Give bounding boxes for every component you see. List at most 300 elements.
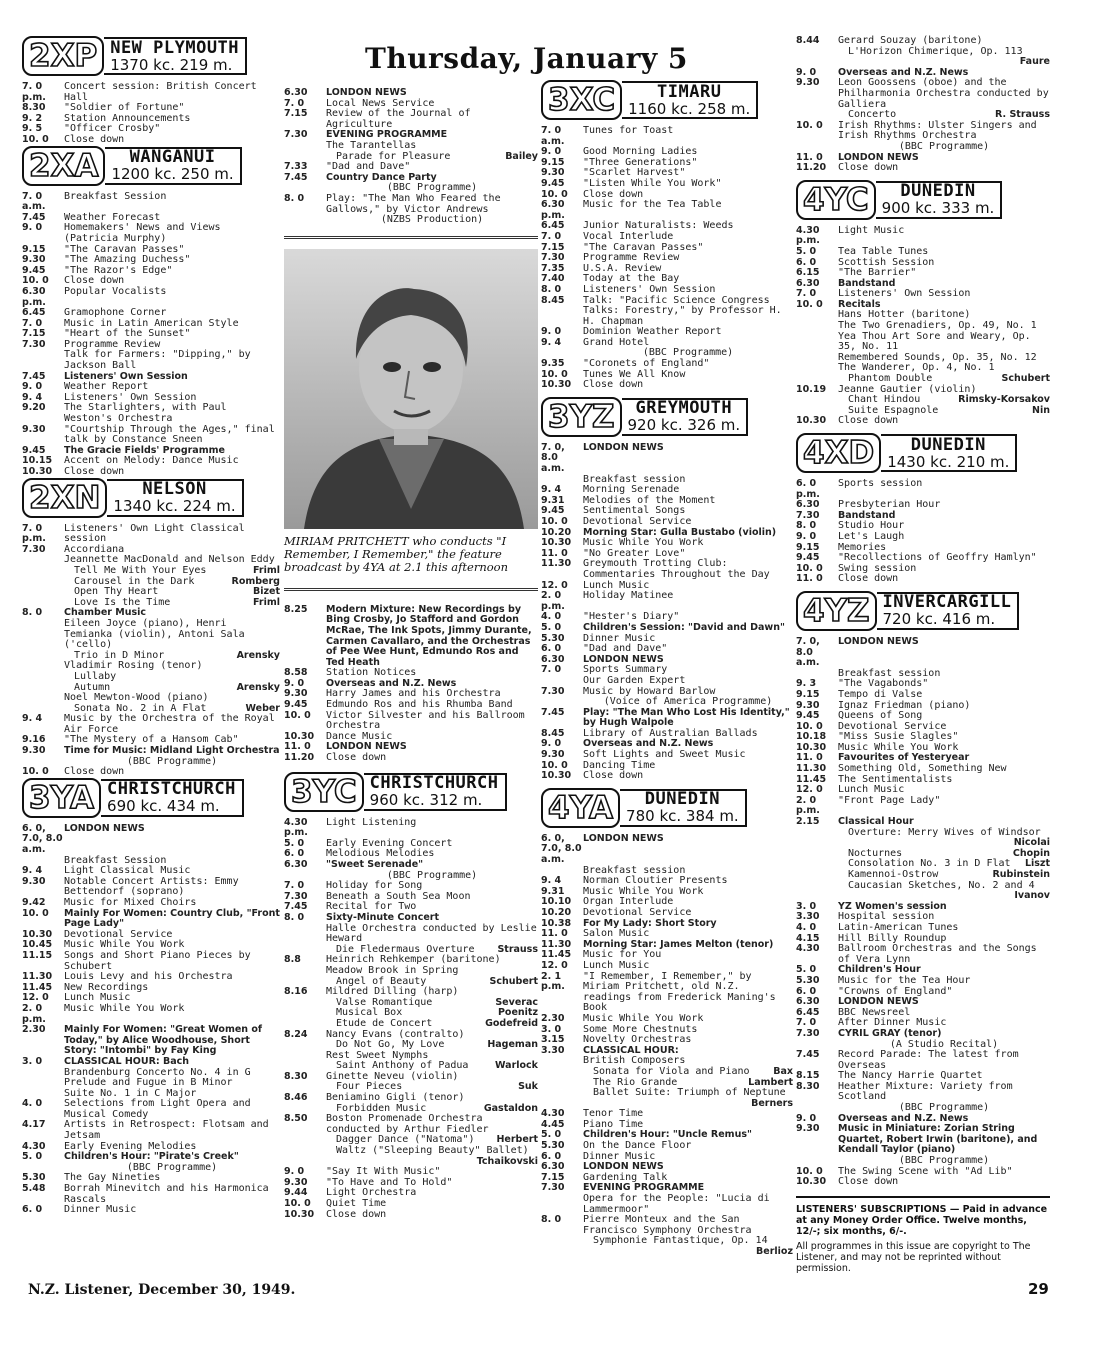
programme-item — [796, 289, 1050, 300]
programme-item — [541, 443, 793, 475]
programme-time: 11.45 — [796, 773, 827, 785]
programme-title: Morning Star: Gulla Bustabo (violin) — [583, 526, 777, 538]
programme-time: 7.30 — [22, 338, 46, 350]
programme-title: LONDON NEWS — [583, 1161, 664, 1173]
programme-title: The Tarantellas — [326, 139, 417, 151]
programme-time: 7.15 — [284, 108, 308, 120]
programme-title: The Gay Nineties — [64, 1172, 161, 1184]
programme-title: Overseas and N.Z. News — [838, 66, 969, 78]
programme-time: 9.30 — [22, 254, 46, 266]
programme-time: 9.30 — [284, 1176, 308, 1188]
piece-composer: Gastaldon — [483, 1102, 538, 1114]
programme-title: Modern Mixture: New Recordings by Bing Crosby, Jo Stafford and Gordon McRae, The Ink Spots, Jimmy Durante, Carmen Cavallaro, and the Orchestras of Pee Wee Hunt, Edmundo Ros and Ted Heath — [326, 603, 532, 668]
programme-time: 5.30 — [541, 632, 565, 644]
programme-time: 9. 4 — [22, 713, 43, 725]
programme-time: 9.15 — [22, 243, 46, 255]
programme-time: 8.8 — [284, 954, 301, 966]
programme-title: Borrah Minevitch and his Harmonica Rascals — [64, 1183, 269, 1205]
programme-item — [541, 380, 793, 391]
station-info-box — [364, 773, 507, 811]
programme-list — [22, 524, 280, 778]
programme-item — [22, 1184, 280, 1205]
programme-time: 7.35 — [541, 262, 565, 274]
programme-time: 10.30 — [796, 741, 827, 753]
programme-time: 5. 0 — [796, 964, 817, 976]
programme-item — [541, 126, 793, 147]
station-frequency: 780 kc. 384 m. — [626, 807, 739, 826]
programme-title: Jeanne Gautier (violin) — [838, 383, 977, 395]
programme-time: 7.30 — [541, 1182, 565, 1194]
programme-time: 11. 0 — [284, 741, 311, 753]
programme-title: Play: "The Man Who Feared the Gallows," by Victor Andrews — [326, 192, 501, 215]
programme-time: 9.45 — [541, 177, 565, 189]
piece-composer: Faure — [1019, 56, 1050, 68]
station-call-sign: 4YA — [541, 788, 620, 828]
programme-item — [796, 1167, 1050, 1178]
programme-time: 7.30 — [284, 890, 308, 902]
programme-item — [541, 708, 793, 729]
station-city: DUNEDIN — [644, 789, 720, 810]
piece-title: Caucasian Sketches, No. 2 and 4 — [848, 879, 1035, 891]
programme-time — [796, 310, 838, 321]
programme-title: Station Announcements — [64, 112, 191, 124]
programme-title: Music by the Orchestra of the Royal Air Force — [64, 713, 275, 735]
programme-title: Opera for the People: "Lucia di Lammermoor" — [583, 1193, 770, 1215]
programme-title: Close down — [583, 188, 644, 200]
programme-time: 3.30 — [796, 911, 820, 923]
programme-time: 9.15 — [796, 688, 820, 700]
programme-time — [22, 693, 64, 704]
piece-title: Tell Me With Your Eyes — [74, 564, 207, 576]
programme-time: 9. 0 — [796, 66, 817, 78]
programme-title: Greymouth Trotting Club: Commentaries Throughout the Day — [583, 558, 770, 580]
programme-time: 9.31 — [541, 885, 565, 897]
programme-time: 2.30 — [22, 1024, 46, 1036]
programme-item — [22, 266, 280, 277]
programme-item — [541, 908, 793, 919]
piece-composer: Weber — [245, 702, 280, 714]
programme-title: Play: "The Man Who Lost His Identity," by Hugh Walpole — [583, 706, 790, 729]
programme-title: Children's Hour — [838, 964, 921, 976]
programme-title: Early Evening Melodies — [64, 1140, 197, 1152]
programme-time: 5.30 — [796, 974, 820, 986]
programme-time — [541, 1194, 583, 1215]
programme-time: 8.58 — [284, 667, 308, 679]
programme-time: 10.20 — [541, 907, 572, 918]
programme-time: 7.15 — [22, 328, 46, 340]
programme-time: 6.30 — [796, 499, 820, 511]
piece-title: Lullaby — [74, 670, 117, 682]
programme-time: 9. 4 — [541, 484, 562, 496]
programme-title: Breakfast session — [583, 473, 686, 485]
programme-title: Yea Thou Art Sore and Weary, Op. 35, No. 11 — [838, 330, 1031, 353]
programme-title: Salon Music — [583, 928, 650, 940]
programme-time: 9.30 — [541, 749, 565, 761]
station-4yc — [796, 180, 1050, 427]
programme-item — [284, 88, 538, 99]
programme-item — [541, 1194, 793, 1215]
piece-title: Four Pieces — [336, 1081, 403, 1093]
programme-title: Songs and Short Piano Pieces by Schubert — [64, 949, 251, 972]
station-call-sign: 4XD — [796, 433, 881, 473]
programme-list — [541, 834, 793, 1258]
programme-item — [541, 1088, 793, 1109]
piece-title: Consolation No. 3 in D Flat — [848, 858, 1011, 870]
piece-title: Autumn — [74, 681, 111, 693]
programme-item — [541, 972, 793, 1014]
programme-time: 10. 0 — [541, 188, 568, 200]
programme-item — [22, 1120, 280, 1141]
programme-item — [22, 403, 280, 424]
programme-title: Memories — [838, 541, 887, 553]
piece-composer: Bailey — [505, 150, 538, 162]
programme-title: Lunch Music — [64, 992, 131, 1004]
station-frequency: 1340 kc. 224 m. — [113, 497, 236, 516]
programme-item — [541, 834, 793, 866]
station-city: GREYMOUTH — [635, 398, 733, 419]
programme-title: Scottish Session — [838, 256, 935, 268]
programme-item — [22, 287, 280, 308]
programme-item — [22, 714, 280, 735]
programme-title: Boston Promenade Orchestra conducted by Arthur Fiedler — [326, 1113, 489, 1135]
programme-title: Halle Orchestra conducted by Leslie Heward — [326, 922, 537, 945]
programme-title: (A Studio Recital) — [889, 1038, 999, 1050]
programme-item — [796, 268, 1050, 279]
programme-title: Junior Naturalists: Weeds — [583, 220, 734, 232]
programme-time: 7. 0 p.m. — [22, 522, 46, 545]
programme-time — [284, 924, 326, 945]
programme-title: (Voice of America Programme) — [603, 696, 773, 708]
programme-title: Devotional Service — [838, 720, 947, 732]
programme-title: Presbyterian Hour — [838, 499, 941, 511]
programme-title: Close down — [838, 1176, 899, 1188]
piece-composer: Ivanov — [1014, 890, 1050, 902]
programme-time — [796, 353, 838, 364]
programme-title: Close down — [64, 766, 125, 778]
programme-item — [22, 1004, 280, 1025]
programme-time: 8.24 — [284, 1028, 308, 1040]
programme-time: 4.30 p.m. — [796, 224, 820, 247]
station-info-box — [101, 779, 244, 817]
programme-time: 11.15 — [22, 949, 53, 961]
programme-title: Today at the Bay — [583, 273, 680, 285]
programme-title: Bandstand — [838, 509, 896, 521]
programme-time — [541, 676, 583, 687]
programme-title: Good Morning Ladies — [583, 146, 698, 158]
station-frequency: 920 kc. 326 m. — [627, 416, 741, 435]
piece-title: Parade for Pleasure — [336, 150, 451, 162]
programme-time: 7. 0 — [541, 664, 562, 676]
programme-title: Melodies of the Moment — [583, 494, 716, 506]
programme-title: Let's Laugh — [838, 530, 905, 542]
programme-title: Close down — [326, 752, 387, 764]
station-call-sign: 4YZ — [796, 591, 877, 631]
programme-item — [22, 425, 280, 446]
station-call-sign: 2XP — [22, 36, 104, 76]
programme-time: 2. 1 p.m. — [541, 970, 565, 993]
column-4 — [796, 36, 1050, 1274]
programme-title: Close down — [64, 275, 125, 287]
programme-time: 9.31 — [541, 494, 565, 506]
programme-title: The Sentimentalists — [838, 773, 953, 785]
programme-title: Tea Table Tunes — [838, 245, 929, 257]
programme-title: Music for the Tea Hour — [838, 974, 971, 986]
programme-title: Beneath a South Sea Moon — [326, 890, 471, 902]
programme-time: 4. 0 — [22, 1098, 43, 1110]
programme-time: 8. 0 — [22, 607, 43, 619]
column-3 — [541, 80, 793, 1258]
programme-time: 7.45 — [796, 1049, 820, 1061]
programme-title: Chamber Music — [64, 607, 147, 619]
programme-time: 12. 0 — [541, 959, 568, 971]
piece-composer: Severac — [495, 996, 538, 1008]
programme-time: 9. 5 — [22, 123, 43, 135]
programme-item — [22, 877, 280, 898]
programme-time — [22, 587, 64, 598]
programme-title: Hans Hotter (baritone) — [838, 309, 971, 321]
programme-time: 8.15 — [796, 1070, 820, 1082]
piece-title: Dagger Dance ("Natoma") — [336, 1134, 475, 1146]
programme-title: Close down — [838, 162, 899, 174]
station-continuation — [284, 605, 538, 764]
piece-composer: Rubinstein — [992, 869, 1050, 880]
programme-time: 6. 0 p.m. — [796, 478, 820, 500]
programme-title: Ignaz Friedman (piano) — [838, 699, 971, 711]
programme-time: 6.45 — [796, 1006, 820, 1018]
programme-title: Norman Cloutier Presents — [583, 875, 728, 887]
programme-title: "Listen While You Work" — [583, 177, 722, 189]
programme-time: 11.20 — [796, 162, 827, 174]
programme-title: LONDON NEWS — [583, 441, 664, 453]
station-banner — [796, 433, 1050, 473]
programme-title: Concert session: British Concert Hall — [64, 81, 257, 103]
programme-time: 9. 0 — [541, 146, 562, 158]
piece-composer: Friml — [253, 596, 280, 608]
piece-composer: Liszt — [1024, 858, 1050, 870]
programme-time: 7. 0 a.m. — [541, 125, 565, 147]
programme-time: 9.45 — [541, 505, 565, 517]
programme-time: 6.30 — [541, 653, 565, 665]
programme-title: Light Orchestra — [326, 1187, 417, 1199]
programme-item — [284, 742, 538, 753]
programme-time — [541, 1067, 583, 1078]
programme-item — [796, 574, 1050, 585]
programme-title: Breakfast session — [838, 667, 941, 679]
programme-time: 9.15 — [796, 541, 820, 553]
programme-item — [22, 192, 280, 213]
programme-item — [22, 456, 280, 467]
programme-time — [284, 141, 326, 152]
programme-time: 5. 0 — [541, 1129, 562, 1141]
programme-item — [284, 1019, 538, 1030]
programme-time — [541, 1078, 583, 1089]
programme-time: 7. 0 — [22, 317, 43, 329]
programme-item — [796, 564, 1050, 575]
programme-title: Artists in Retrospect: Flotsam and Jetsam — [64, 1119, 269, 1142]
programme-time: 7.33 — [284, 161, 308, 173]
photo-caption: MIRIAM PRITCHETT who conducts "I Remember, I Remember," the feature broadcast by 4YA at 2.1 this afternoon — [284, 533, 509, 574]
programme-title: Lunch Music — [583, 959, 650, 971]
programme-time: 9.30 — [796, 699, 820, 711]
programme-time — [22, 566, 64, 577]
programme-item — [22, 467, 280, 478]
programme-title: "The Barrier" — [838, 267, 917, 279]
programme-time: 8. 0 — [541, 1214, 562, 1226]
programme-item — [541, 676, 793, 687]
station-2xa — [22, 146, 280, 478]
programme-title: Melodious Melodies — [326, 848, 435, 860]
station-banner — [284, 772, 538, 812]
programme-time: 7.15 — [541, 1171, 565, 1183]
piece-title: Sonata for Viola and Piano — [593, 1065, 750, 1077]
station-banner — [541, 397, 793, 437]
column-2 — [284, 88, 538, 1220]
programme-time: 5. 0 — [541, 621, 562, 633]
station-banner — [541, 788, 793, 828]
programme-time: 7. 0 — [284, 880, 305, 892]
programme-item — [22, 909, 280, 930]
programme-time: 9.15 — [541, 156, 565, 168]
piece-composer: Bizet — [252, 586, 280, 598]
programme-time: 8.30 — [796, 1080, 820, 1092]
piece-composer: Bax — [773, 1065, 793, 1077]
programme-title: Selections from Light Opera and Musical Comedy — [64, 1098, 251, 1120]
programme-time: 6. 0 — [796, 256, 817, 268]
programme-time: 10.18 — [796, 731, 827, 743]
programme-list — [796, 479, 1050, 585]
programme-item — [22, 1025, 280, 1057]
programme-time — [796, 47, 838, 68]
programme-time: 10.10 — [541, 896, 572, 908]
programme-item — [796, 332, 1050, 353]
programme-time: 7.30 — [796, 509, 820, 521]
programme-title: Tunes for Toast — [583, 125, 674, 136]
programme-time: 8.16 — [284, 986, 308, 998]
programme-title: "The Caravan Passes" — [583, 241, 704, 253]
station-3xc — [541, 80, 793, 391]
station-city: CHRISTCHURCH — [107, 779, 236, 800]
station-4xd — [796, 433, 1050, 585]
programme-item — [541, 327, 793, 338]
piece-composer: Nicolai — [1013, 837, 1050, 849]
programme-title: U.S.A. Review — [583, 262, 662, 274]
programme-item — [541, 1162, 793, 1173]
programme-item — [541, 296, 793, 328]
programme-time — [796, 870, 838, 881]
piece-composer: Schubert — [1001, 373, 1050, 385]
programme-time: 11.30 — [541, 558, 572, 570]
programme-title: Music While You Work — [583, 885, 704, 897]
programme-time: 4.30 p.m. — [284, 816, 308, 839]
programme-time: 9. 0 — [22, 222, 43, 234]
programme-item — [541, 285, 793, 296]
station-frequency: 690 kc. 434 m. — [107, 797, 220, 816]
programme-piece — [326, 1146, 538, 1167]
programme-time: 2.30 — [541, 1012, 565, 1024]
programme-time: 8.25 — [284, 603, 308, 615]
programme-time: 7.40 — [541, 273, 565, 285]
programme-title: Sentimental Songs — [583, 505, 686, 517]
programme-item — [796, 1029, 1050, 1040]
programme-item — [541, 591, 793, 612]
programme-time: 6. 0, 7.0, 8.0 a.m. — [22, 822, 63, 856]
programme-list — [22, 192, 280, 478]
station-call-sign: 2XA — [22, 146, 105, 186]
programme-item — [541, 370, 793, 381]
station-banner — [541, 80, 793, 120]
programme-title: The Wanderer, Op. 4, No. 1 — [838, 362, 995, 374]
programme-time: 6.45 — [541, 220, 565, 232]
programme-title: "Dad and Dave" — [326, 161, 411, 173]
programme-item — [541, 634, 793, 645]
programme-item — [284, 711, 538, 732]
programme-time: 6.30 — [796, 277, 820, 289]
programme-item — [541, 644, 793, 655]
programme-title: Tenor Time — [583, 1108, 644, 1120]
programme-title: Accordiana — [64, 543, 125, 555]
station-call-sign: 2XN — [22, 478, 107, 518]
programme-time — [284, 1135, 326, 1146]
piece-title: Saint Anthony of Padua — [336, 1060, 469, 1072]
programme-title: Ginette Neveu (violin) — [326, 1070, 459, 1082]
programme-item — [796, 923, 1050, 934]
programme-title: Light Classical Music — [64, 865, 191, 877]
station-info-box — [881, 434, 1017, 472]
programme-title: "Three Generations" — [583, 156, 698, 168]
programme-list — [541, 443, 793, 782]
piece-composer: Poenitz — [497, 1007, 538, 1019]
programme-item — [796, 47, 1050, 68]
piece-title: Valse Romantique — [336, 996, 433, 1008]
programme-title: Heinrich Rehkemper (baritone) — [326, 954, 501, 966]
programme-title: The Two Grenadiers, Op. 49, No. 1 — [838, 320, 1037, 332]
programme-title: "Recollections of Geoffry Hamlyn" — [838, 552, 1037, 564]
programme-title: Station Notices — [326, 667, 417, 679]
programme-time: 9.45 — [796, 552, 820, 564]
programme-item — [796, 406, 1050, 417]
piece-composer: Rimsky-Korsakov — [958, 394, 1050, 406]
programme-title: Children's Hour: "Pirate's Creek" — [64, 1151, 239, 1163]
piece-composer: Nin — [1032, 404, 1050, 416]
programme-item — [796, 679, 1050, 690]
programme-title: LONDON NEWS — [64, 822, 145, 834]
programme-time: 7.15 — [541, 241, 565, 253]
divider — [284, 236, 538, 239]
programme-item — [284, 753, 538, 764]
programme-item — [22, 824, 280, 856]
piece-composer: Arensky — [236, 681, 280, 693]
programme-time: 9.30 — [796, 77, 820, 89]
programme-time: 10.30 — [796, 1176, 827, 1188]
programme-title: Time for Music: Midland Light Orchestra — [64, 745, 280, 757]
programme-item — [284, 215, 538, 226]
programme-title: (BBC Programme) — [898, 1102, 990, 1114]
programme-piece — [838, 828, 1050, 849]
programme-piece — [583, 1088, 793, 1109]
programme-time: 5. 0 — [796, 245, 817, 257]
programme-item — [284, 818, 538, 839]
programme-time: 9. 4 — [541, 336, 562, 348]
station-frequency: 900 kc. 333 m. — [881, 199, 995, 218]
station-city: CHRISTCHURCH — [369, 773, 499, 794]
programme-time: 10. 0 — [796, 720, 823, 732]
programme-time: 4.30 — [796, 943, 820, 955]
programme-time: 7. 0, 8.0 a.m. — [541, 441, 565, 475]
station-frequency: 960 kc. 312 m. — [369, 791, 483, 810]
programme-title: Music While You Work — [583, 1012, 704, 1024]
programme-title: Close down — [64, 466, 125, 477]
programme-title: Music by Howard Barlow — [583, 685, 716, 697]
